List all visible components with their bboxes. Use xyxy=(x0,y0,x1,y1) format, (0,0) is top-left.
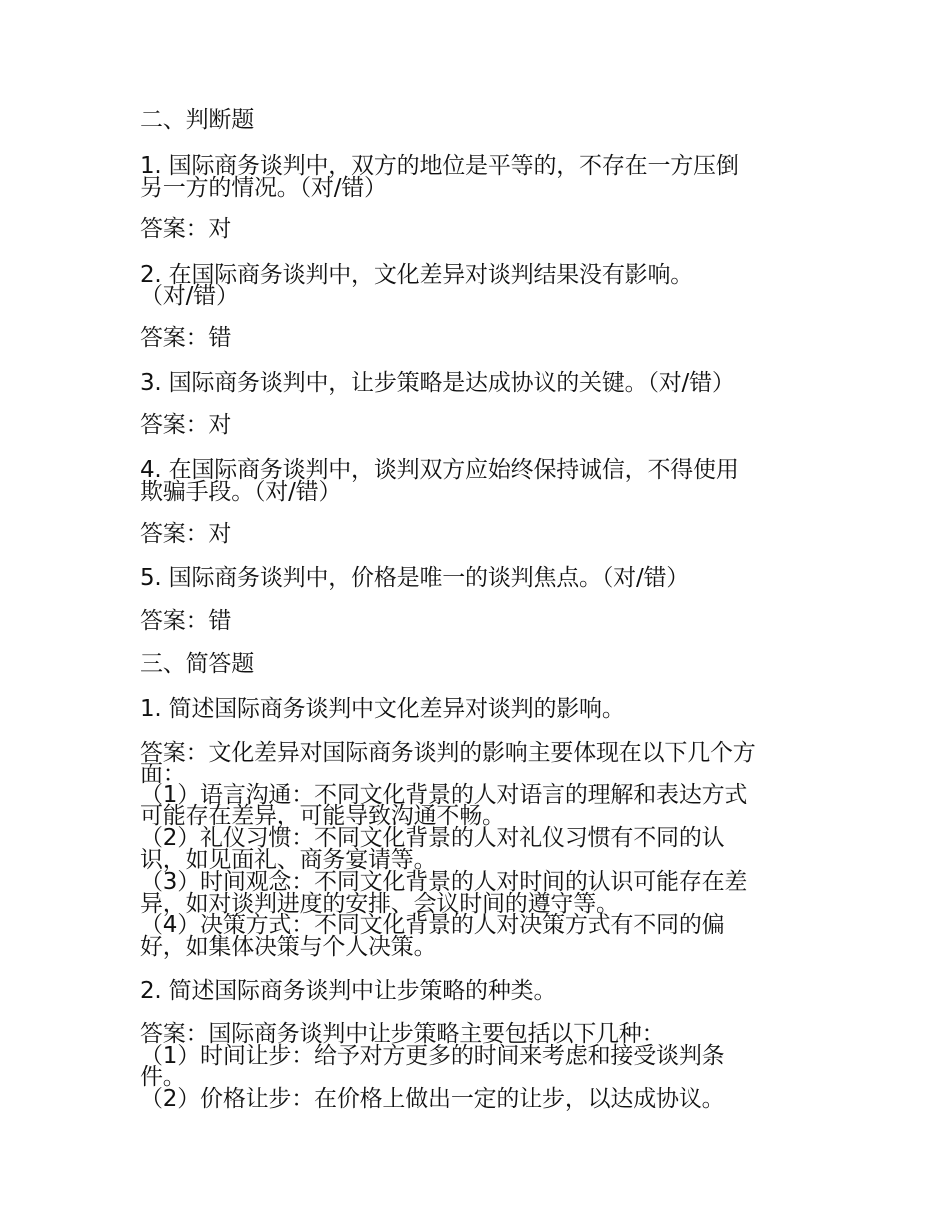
short-q1-answer-line5: （2）礼仪习惯：不同文化背景的人对礼仪习惯有不同的认 xyxy=(140,825,725,851)
judgment-q2-line1: 2. 在国际商务谈判中，文化差异对谈判结果没有影响。 xyxy=(140,262,694,288)
short-q1-answer-line6: 识，如见面礼、商务宴请等。 xyxy=(140,847,437,873)
judgment-q5-line1: 5. 国际商务谈判中，价格是唯一的谈判焦点。（对/错） xyxy=(140,565,690,591)
short-q2-answer-line4: （2）价格让步：在价格上做出一定的让步，以达成协议。 xyxy=(140,1086,725,1112)
judgment-q2-answer: 答案：错 xyxy=(140,325,232,351)
judgment-q4-line2: 欺骗手段。（对/错） xyxy=(140,479,342,505)
short-q2-question: 2. 简述国际商务谈判中让步策略的种类。 xyxy=(140,978,557,1004)
judgment-q3-line1: 3. 国际商务谈判中，让步策略是达成协议的关键。（对/错） xyxy=(140,370,735,396)
judgment-q4-line1: 4. 在国际商务谈判中，谈判双方应始终保持诚信，不得使用 xyxy=(140,457,739,483)
short-q1-answer-line4: 可能存在差异，可能导致沟通不畅。 xyxy=(140,803,505,829)
short-q1-answer-line8: 异，如对谈判进度的安排、会议时间的遵守等。 xyxy=(140,891,619,917)
judgment-q4-answer: 答案：对 xyxy=(140,521,232,547)
judgment-q3-answer: 答案：对 xyxy=(140,412,232,438)
short-q1-answer-line2: 面： xyxy=(140,761,186,787)
judgment-q2-line2: （对/错） xyxy=(140,283,239,309)
judgment-q1-line2: 另一方的情况。（对/错） xyxy=(140,175,387,201)
judgment-q1-line1: 1. 国际商务谈判中，双方的地位是平等的，不存在一方压倒 xyxy=(140,153,739,179)
judgment-q1-answer: 答案：对 xyxy=(140,216,232,242)
short-q1-answer-line7: （3）时间观念：不同文化背景的人对时间的认识可能存在差 xyxy=(140,869,748,895)
section-heading-judgment: 二、判断题 xyxy=(140,107,255,133)
section-heading-short-answer: 三、简答题 xyxy=(140,651,255,677)
short-q1-question: 1. 简述国际商务谈判中文化差异对谈判的影响。 xyxy=(140,696,625,722)
short-q1-answer-line10: 好，如集体决策与个人决策。 xyxy=(140,934,437,960)
short-q1-answer-line9: （4）决策方式：不同文化背景的人对决策方式有不同的偏 xyxy=(140,912,725,938)
short-q1-answer-line3: （1）语言沟通：不同文化背景的人对语言的理解和表达方式 xyxy=(140,782,748,808)
short-q2-answer-line1: 答案：国际商务谈判中让步策略主要包括以下几种： xyxy=(140,1021,665,1047)
short-q1-answer-line1: 答案：文化差异对国际商务谈判的影响主要体现在以下几个方 xyxy=(140,740,756,766)
short-q2-answer-line3: 件。 xyxy=(140,1064,186,1090)
short-q2-answer-line2: （1）时间让步：给予对方更多的时间来考虑和接受谈判条 xyxy=(140,1043,725,1069)
judgment-q5-answer: 答案：错 xyxy=(140,608,232,634)
